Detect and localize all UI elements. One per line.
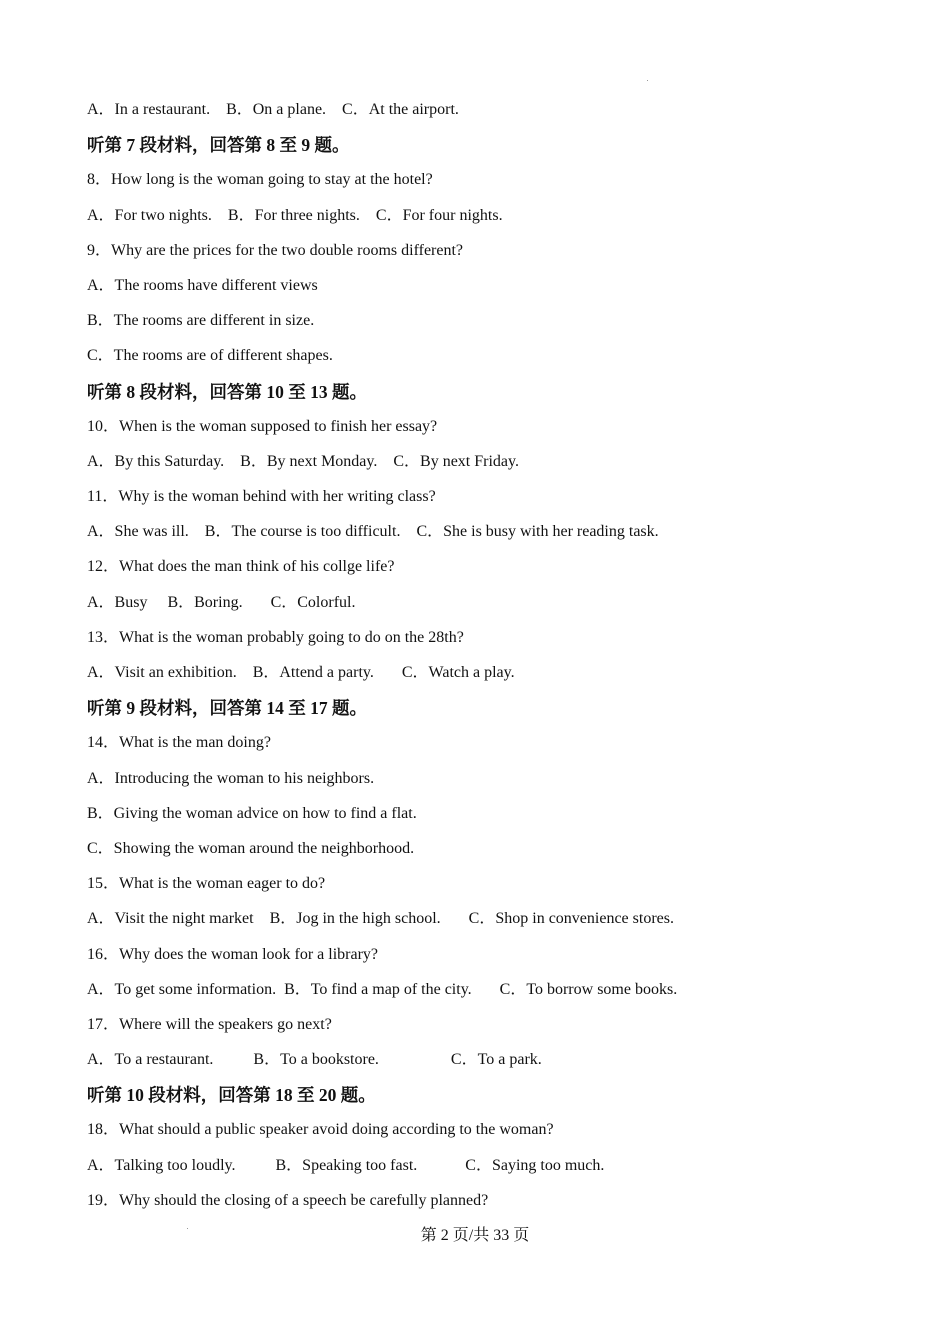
question-text: 14．What is the man doing? <box>87 734 271 752</box>
question-text: 10．When is the woman supposed to finish her essay? <box>87 417 438 435</box>
answer-options: A．By this Saturday. B．By next Monday. C．By next Friday. <box>87 452 519 470</box>
section-heading: 听第 8 段材料，回答第 10 至 13 题。 <box>87 381 367 402</box>
answer-options: B．Giving the woman advice on how to find a flat. <box>87 804 417 822</box>
section-heading: 听第 7 段材料，回答第 8 至 9 题。 <box>87 135 350 156</box>
answer-options: A．Visit the night market B．Jog in the high school. C．Shop in convenience stores. <box>87 910 674 928</box>
section-heading: 听第 9 段材料，回答第 14 至 17 题。 <box>87 698 367 719</box>
question-text: 15．What is the woman eager to do? <box>87 875 326 893</box>
answer-options: A．Introducing the woman to his neighbors. <box>87 769 375 787</box>
answer-options: A．Visit an exhibition. B．Attend a party. C．Watch a play. <box>87 664 515 681</box>
answer-options: A．Busy B．Boring. C．Colorful. <box>87 593 356 611</box>
answer-options: C．The rooms are of different shapes. <box>87 347 333 365</box>
answer-options: A．She was ill. B．The course is too difficult. C．She is busy with her reading task. <box>87 523 659 541</box>
answer-options: A．To get some information. B．To find a map of the city. C．To borrow some books. <box>87 980 678 998</box>
section-heading: 听第 10 段材料，回答第 18 至 20 题。 <box>87 1085 376 1106</box>
answer-options: A．In a restaurant. B．On a plane. C．At the airport. <box>87 101 459 118</box>
answer-options: A．For two nights. B．For three nights. C．For four nights. <box>87 206 503 224</box>
answer-options: A．Talking too loudly. B．Speaking too fast. C．Saying too much. <box>87 1156 605 1174</box>
exam-content <box>87 98 887 1224</box>
scan-speck <box>647 80 648 81</box>
answer-options: C．Showing the woman around the neighborhood. <box>87 839 415 857</box>
question-text: 9．Why are the prices for the two double rooms different? <box>87 241 464 259</box>
question-text: 12．What does the man think of his collge life? <box>87 558 395 576</box>
question-text: 8．How long is the woman going to stay at the hotel? <box>87 171 433 189</box>
question-text: 19．Why should the closing of a speech be carefully planned? <box>87 1191 489 1209</box>
question-text: 13．What is the woman probably going to do on the 28th? <box>87 628 464 646</box>
question-text: 11．Why is the woman behind with her writing class? <box>87 488 436 506</box>
page-footer: 第 2 页/共 33 页 <box>420 1227 530 1244</box>
scan-speck <box>187 1228 188 1229</box>
question-text: 17．Where will the speakers go next? <box>87 1015 332 1033</box>
answer-options: B．The rooms are different in size. <box>87 312 315 330</box>
question-text: 16．Why does the woman look for a library? <box>87 945 379 963</box>
answer-options: A．The rooms have different views <box>87 276 318 294</box>
question-text: 18．What should a public speaker avoid doing according to the woman? <box>87 1121 554 1139</box>
answer-options: A．To a restaurant. B．To a bookstore. C．To a park. <box>87 1051 542 1069</box>
